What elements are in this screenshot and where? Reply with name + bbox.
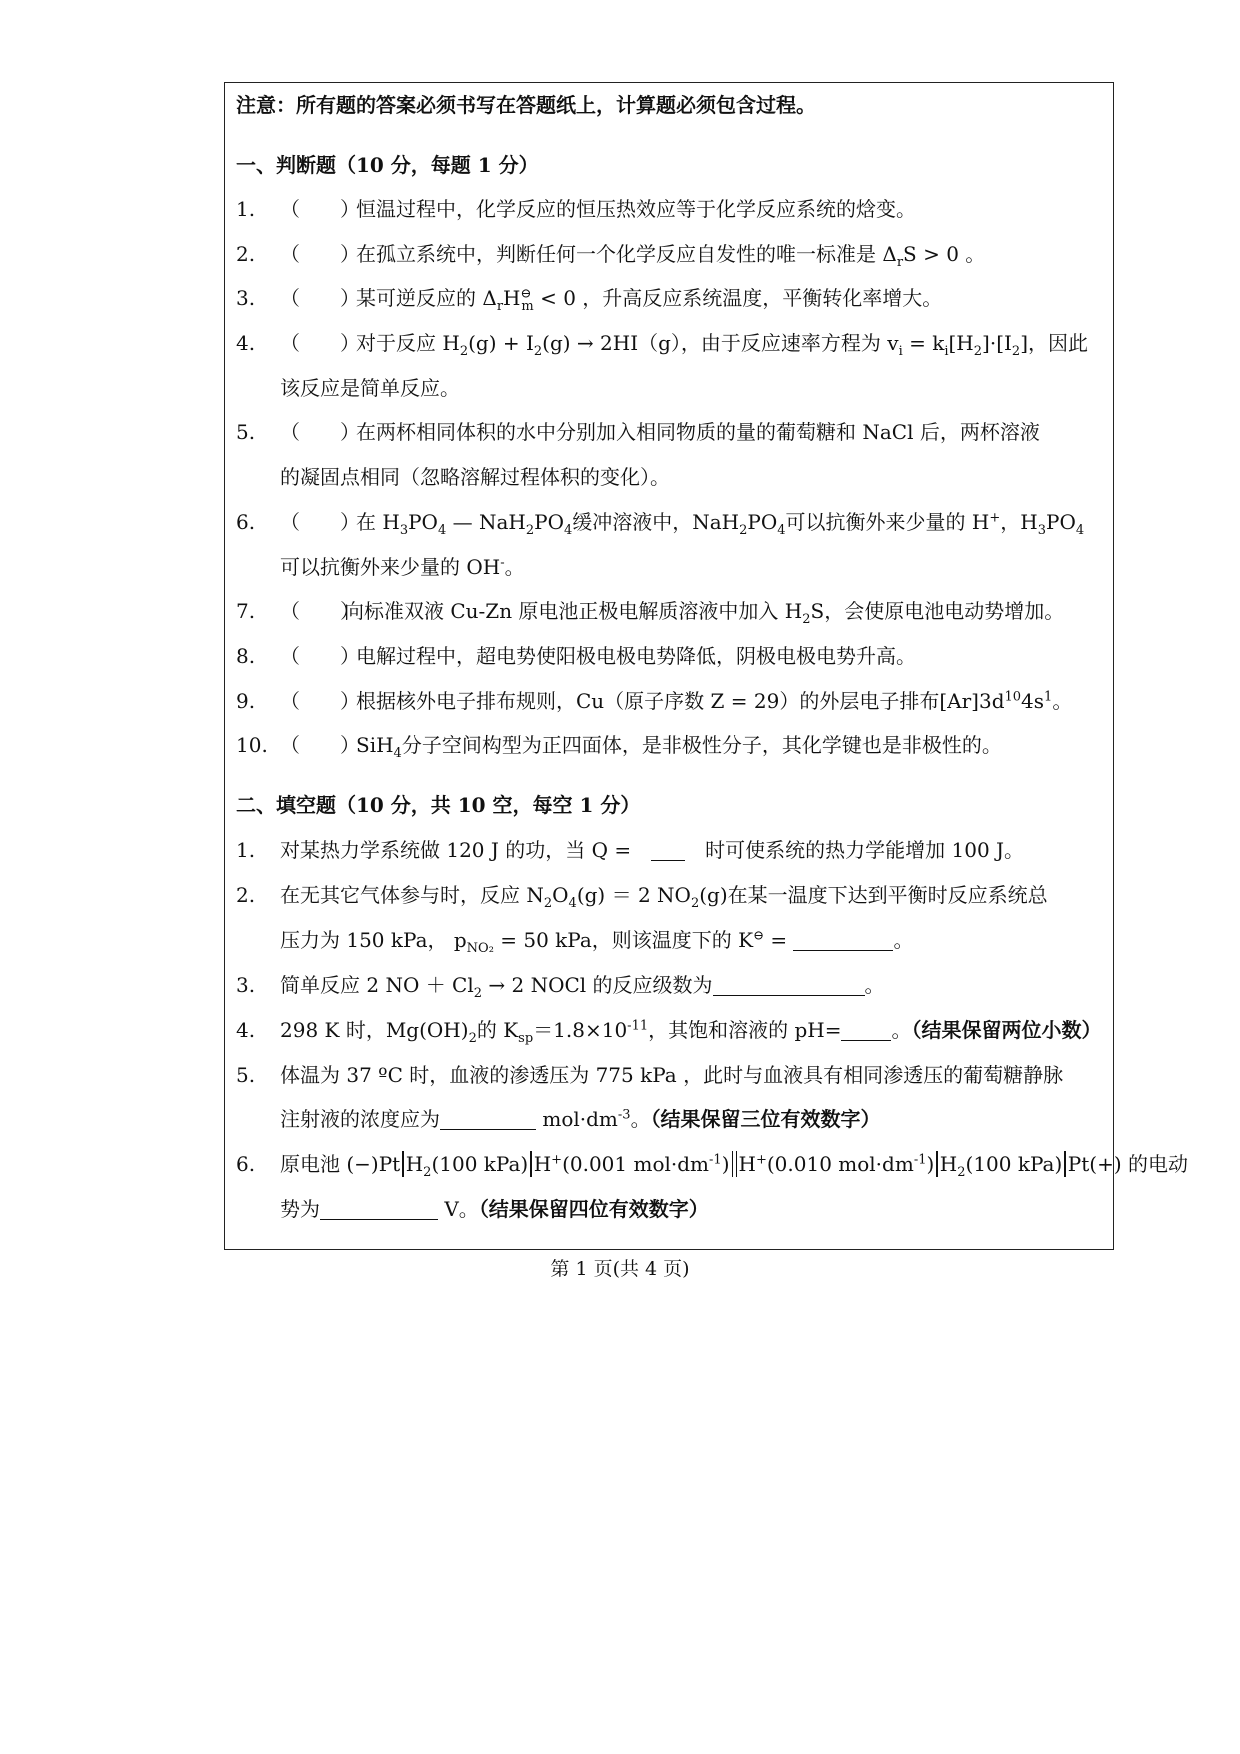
fill-question-2-cont: 压力为 150 kPa， $p_{NO_2} = 50$ kPa，则该温度下的 K⊖ = 。 bbox=[280, 928, 914, 956]
tf-question-4-cont: 该反应是简单反应。 bbox=[280, 376, 460, 400]
tf-question-9: 9. （ ）根据核外电子排布规则，Cu（原子序数 Z = 29）的外层电子排布$[Ar]3d^{10}4s^1$。 bbox=[236, 689, 1073, 713]
fill-question-5-cont: 注射液的浓度应为 $mol\cdot dm^{-3}$。（结果保留三位有效数字） bbox=[280, 1107, 881, 1131]
fill-question-6: 6. 原电池 (−)Pt $H_2(100$ kPa) H+(0.001 $mol\cdot dm^{-1}$) H+(0.010 $mol\cdot dm^{-1}$) $H_2(100$ kPa) Pt(+) 的电动 bbox=[236, 1152, 1188, 1180]
salt-bridge bbox=[732, 1151, 737, 1177]
tf-question-5-cont: 的凝固点相同（忽略溶解过程体积的变化）。 bbox=[280, 465, 670, 489]
tf-question-1: 1. （ ）恒温过程中，化学反应的恒压热效应等于化学反应系统的焓变。 bbox=[236, 197, 916, 221]
phase-boundary bbox=[530, 1151, 532, 1177]
phase-boundary bbox=[936, 1151, 938, 1177]
page-footer: 第 1 页(共 4 页) bbox=[550, 1258, 690, 1280]
section1-heading: 一、判断题（10 分，每题 1 分） bbox=[236, 153, 539, 177]
fill-question-5: 5. 体温为 37 ºC 时，血液的渗透压为 775 kPa ，此时与血液具有相同渗透压的葡萄糖静脉 bbox=[236, 1063, 1064, 1087]
tf-question-6-cont: 可以抗衡外来少量的 OH-。 bbox=[280, 555, 525, 579]
fill-question-6-cont: 势为 V。（结果保留四位有效数字） bbox=[280, 1197, 709, 1221]
tf-question-8: 8. （ ）电解过程中，超电势使阳极电极电势降低，阴极电极电势升高。 bbox=[236, 644, 916, 668]
answer-blank[interactable] bbox=[713, 973, 865, 996]
notice: 注意：所有题的答案必须书写在答题纸上，计算题必须包含过程。 bbox=[236, 93, 816, 117]
answer-blank[interactable] bbox=[440, 1107, 536, 1130]
tf-question-6: 6. （ ）在 $H_3PO_4$ — $NaH_2PO_4$缓冲溶液中，$NaH_2PO_4$可以抗衡外来少量的 H+，$H_3PO_4$ bbox=[236, 510, 1085, 538]
phase-boundary bbox=[402, 1151, 404, 1177]
tf-question-10: 10. （ ）SiH$_4$分子空间构型为正四面体，是非极性分子，其化学键也是非极性的。 bbox=[236, 733, 1002, 761]
fill-question-4: 4. 298 K 时，$Mg(OH)_2$的 $K_{sp}=1.8\times 10^{-11}$，其饱和溶液的 pH= 。（结果保留两位小数） bbox=[236, 1018, 1102, 1046]
tf-question-5: 5. （ ）在两杯相同体积的水中分别加入相同物质的量的葡萄糖和 NaCl 后，两杯溶液 bbox=[236, 420, 1040, 444]
fill-question-1: 1. 对某热力学系统做 120 J 的功，当 Q = 时可使系统的热力学能增加 100 J。 bbox=[236, 838, 1025, 862]
section2-heading: 二、填空题（10 分，共 10 空，每空 1 分） bbox=[236, 793, 641, 817]
tf-question-2: 2. （ ）在孤立系统中，判断任何一个化学反应自发性的唯一标准是 $\Delta_rS > 0$ 。 bbox=[236, 242, 986, 270]
tf-question-4: 4. （ ）对于反应 $H_2(g) + I_2(g) \to 2HI(g)$，由于反应速率方程为 $v_i = k_i[H_2]\cdot[I_2]$，因此 bbox=[236, 331, 1088, 359]
answer-blank[interactable] bbox=[320, 1197, 438, 1220]
tf-question-7: 7. （ ）向标准双液 Cu-Zn 原电池正极电解质溶液中加入 $H_2S$，会使原电池电动势增加。 bbox=[236, 599, 1065, 627]
phase-boundary bbox=[1064, 1151, 1066, 1177]
fill-question-3: 3. 简单反应 2 NO ＋ $Cl_2 \to 2$ NOCl 的反应级数为 。 bbox=[236, 973, 885, 1001]
tf-question-3: 3. （ ）某可逆反应的 $\Delta_rH^⊖_m < 0$ ，升高反应系统温度，平衡转化率增大。 bbox=[236, 286, 943, 314]
answer-blank[interactable] bbox=[841, 1018, 891, 1041]
fill-question-2: 2. 在无其它气体参与时，反应 $N_2O_4(g) = 2$ $NO_2(g)$在某一温度下达到平衡时反应系统总 bbox=[236, 883, 1048, 911]
answer-blank[interactable] bbox=[793, 928, 893, 951]
answer-blank[interactable] bbox=[651, 838, 685, 861]
